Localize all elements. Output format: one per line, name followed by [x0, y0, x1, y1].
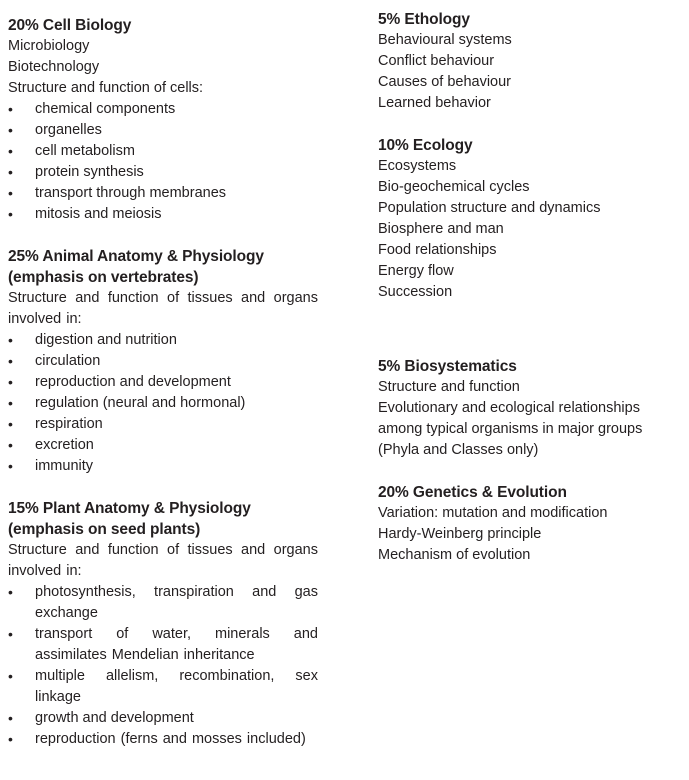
section-intro: Structure and function of tissues and organs involved in:	[8, 290, 318, 327]
section-genetics-evolution	[378, 482, 686, 566]
list-item: • mitosis and meiosis	[8, 204, 318, 225]
section-ethology	[378, 9, 686, 114]
topic-line: Population structure and dynamics	[378, 200, 601, 216]
list-item: • excretion	[8, 435, 318, 456]
topic-line: among typical organisms in major groups	[378, 421, 643, 437]
topic-line: Conflict behaviour	[378, 53, 495, 69]
topic-line: Hardy-Weinberg principle	[378, 526, 542, 542]
section-animal-anatomy	[8, 246, 318, 477]
topic-line: Succession	[378, 284, 453, 300]
section-heading: 20% Genetics & Evolution	[378, 484, 567, 501]
topic-line: Bio-geochemical cycles	[378, 179, 530, 195]
list-item: • growth and development	[8, 708, 318, 729]
topic-line: Food relationships	[378, 242, 497, 258]
section-heading: 5% Biosystematics	[378, 358, 517, 375]
topic-line: Microbiology	[8, 38, 90, 54]
section-subheading: (emphasis on seed plants)	[8, 521, 201, 538]
topic-line: Variation: mutation and modification	[378, 505, 608, 521]
section-subheading: (emphasis on vertebrates)	[8, 269, 199, 286]
section-intro: Structure and function of tissues and organs involved in:	[8, 542, 318, 579]
section-heading: 20% Cell Biology	[8, 17, 132, 34]
bullet-list	[8, 330, 318, 477]
topic-line: Behavioural systems	[378, 32, 512, 48]
list-item: • protein synthesis	[8, 162, 318, 183]
bullet-list	[8, 582, 318, 750]
topic-line: Mechanism of evolution	[378, 547, 531, 563]
list-item: • transport through membranes	[8, 183, 318, 204]
topic-line: Evolutionary and ecological relationships	[378, 400, 640, 416]
list-item: • organelles	[8, 120, 318, 141]
list-item: • circulation	[8, 351, 318, 372]
list-item: • transport of water, minerals and assimilates Mendelian inheritance	[8, 624, 318, 666]
left-column	[8, 15, 318, 750]
section-heading: 10% Ecology	[378, 137, 473, 154]
topic-line: Structure and function	[378, 379, 520, 395]
section-biosystematics	[378, 356, 686, 461]
list-item: • reproduction and development	[8, 372, 318, 393]
bullet-list	[8, 99, 318, 225]
list-item: • immunity	[8, 456, 318, 477]
list-item: • multiple allelism, recombination, sex linkage	[8, 666, 318, 708]
list-item: • regulation (neural and hormonal)	[8, 393, 318, 414]
list-item: • reproduction (ferns and mosses included)	[8, 729, 318, 750]
topic-line: Structure and function of cells:	[8, 80, 204, 96]
section-plant-anatomy	[8, 498, 318, 750]
section-ecology	[378, 135, 686, 303]
topic-line: Energy flow	[378, 263, 454, 279]
section-heading: 5% Ethology	[378, 11, 470, 28]
list-item: • digestion and nutrition	[8, 330, 318, 351]
list-item: • photosynthesis, transpiration and gas exchange	[8, 582, 318, 624]
section-heading: 15% Plant Anatomy & Physiology	[8, 500, 251, 517]
topic-line: Ecosystems	[378, 158, 457, 174]
list-item: • chemical components	[8, 99, 318, 120]
list-item: • cell metabolism	[8, 141, 318, 162]
topic-line: Biotechnology	[8, 59, 100, 75]
topic-line: Causes of behaviour	[378, 74, 511, 90]
topic-line: (Phyla and Classes only)	[378, 442, 539, 458]
list-item: • respiration	[8, 414, 318, 435]
right-column	[378, 9, 686, 566]
section-cell-biology	[8, 15, 318, 225]
section-heading: 25% Animal Anatomy & Physiology	[8, 248, 264, 265]
topic-line: Learned behavior	[378, 95, 491, 111]
topic-line: Biosphere and man	[378, 221, 504, 237]
